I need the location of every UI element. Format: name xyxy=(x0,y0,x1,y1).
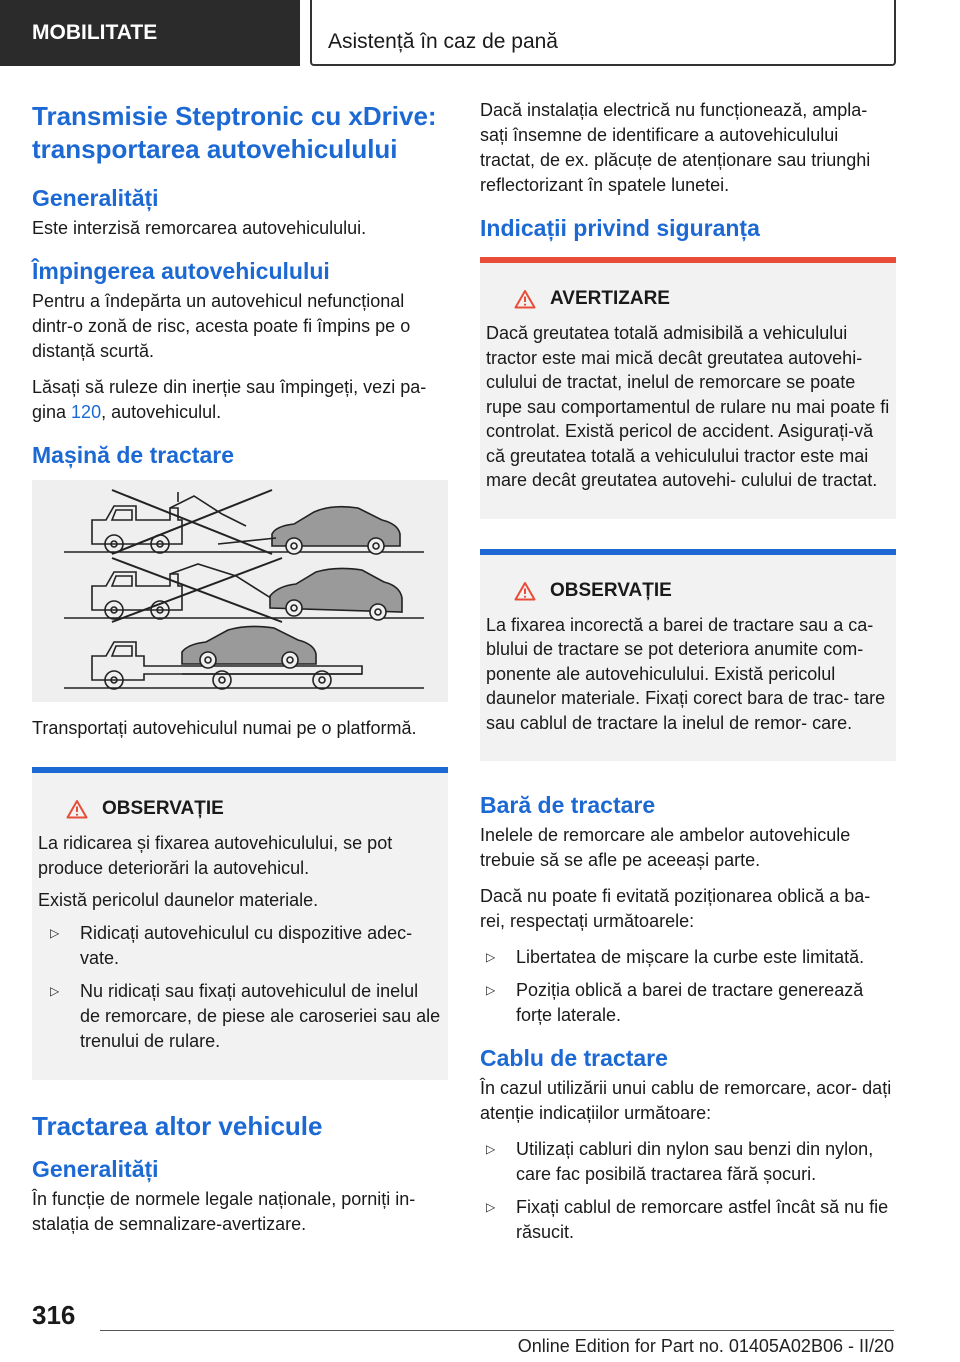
warning-triangle-icon xyxy=(66,799,88,819)
notice-paragraph: La fixarea incorectă a barei de tractare sau a ca‐ blului de tractare se pot deteriora anumite com‐ ponente ale autovehiculului. Există pericolul daunelor materiale. Fixați corect bara de trac‐ tare sau cablul de tractare la inelul de remor‐ care. xyxy=(486,614,886,733)
paragraph-electrical-failure: Dacă instalația electrică nu funcționează, ampla‐ sați însemne de identificare a autovehiculului tractat, de ex. plăcuțe de atenționare sau triunghi reflectorizant în spatele lunetei. xyxy=(480,100,871,195)
triangle-right-icon: ▷ xyxy=(486,1200,496,1214)
triangle-right-icon: ▷ xyxy=(50,925,60,940)
list-item-text: Utilizați cabluri din nylon sau benzi din nylon, care fac posibilă tractarea fără șocuri. xyxy=(516,1139,874,1184)
subheading-tow-truck: Mașină de tractare xyxy=(32,442,234,468)
section-tow-bar xyxy=(480,791,896,1028)
list-item-text: Libertatea de mișcare la curbe este limitată. xyxy=(516,947,865,967)
list-item-text: Fixați cablul de remorcare astfel încât să nu fie răsucit. xyxy=(516,1197,889,1242)
notice-paragraph-2: Există pericolul daunelor materiale. xyxy=(38,890,319,910)
triangle-right-icon: ▷ xyxy=(486,950,496,964)
subheading-tow-cable: Cablu de tractare xyxy=(480,1045,668,1071)
notice-title-text: OBSERVAȚIE xyxy=(102,798,224,819)
list-item-text: Poziția oblică a barei de tractare generează forțe laterale. xyxy=(516,980,864,1025)
footer-edition: Online Edition for Part no. 01405A02B06 - II/20 xyxy=(517,1336,894,1356)
header-chapter-tab: Asistență în caz de pană xyxy=(310,0,896,66)
subheading-tow-bar: Bară de tractare xyxy=(480,792,656,818)
subheading-safety: Indicații privind siguranța xyxy=(480,215,760,241)
paragraph-tow-bar-1: Inelele de remorcare ale ambelor autovehicule trebuie să se afle pe aceeași parte. xyxy=(480,825,851,870)
notice-paragraph-1: La ridicarea și fixarea autovehiculului, se pot produce deteriorări la autovehicul. xyxy=(38,833,393,878)
tow-truck-illustration xyxy=(32,480,448,702)
figure-caption: Transportați autovehiculul numai pe o platformă. xyxy=(32,718,417,738)
triangle-right-icon: ▷ xyxy=(486,983,496,997)
left-column xyxy=(32,100,448,1248)
footer-divider xyxy=(100,1330,894,1331)
section-general xyxy=(32,184,448,241)
notice-title-text: OBSERVAȚIE xyxy=(550,579,672,601)
tow-bar-list xyxy=(480,945,896,1028)
tow-cable-list xyxy=(480,1137,896,1245)
car-on-flatbed xyxy=(182,626,316,668)
tow-methods-diagram xyxy=(32,480,448,702)
triangle-right-icon: ▷ xyxy=(50,983,60,998)
text-fragment: , autovehiculul. xyxy=(101,402,222,422)
warning-paragraph: Dacă greutatea totală admisibilă a vehiculului tractor este mai mică decât greutatea autovehi‐ culului de tractat, inelul de remorcare se poate rupe sau comportamentul de rulare nu mai poate fi controlat. Există pericol de accident. Asigurați-vă că greutatea totală a vehiculului tractor este mai mare decât greutatea autovehi‐ culului de tractat. xyxy=(486,323,890,490)
car-row2 xyxy=(270,568,402,620)
list-item-text: Ridicați autovehiculul cu dispozitive adec‐ vate. xyxy=(80,922,413,968)
right-column xyxy=(480,98,896,1261)
warning-triangle-icon xyxy=(514,289,536,309)
paragraph-pushing-2 xyxy=(32,375,448,425)
list-item xyxy=(38,979,442,1054)
section-pushing xyxy=(32,257,448,425)
paragraph-tow-bar-2: Dacă nu poate fi evitată poziționarea oblică a ba‐ rei, respectați următoarele: xyxy=(480,886,871,931)
list-item xyxy=(38,921,442,971)
list-item xyxy=(480,1137,896,1187)
cross-mark-row1 xyxy=(112,490,272,554)
header-section-tab: MOBILITATE xyxy=(0,0,300,66)
warning-title-text: AVERTIZARE xyxy=(550,288,670,309)
car-row1 xyxy=(272,507,400,554)
warning-triangle-icon xyxy=(514,581,536,601)
section-tow-cable xyxy=(480,1044,896,1245)
subheading-general: Generalități xyxy=(32,185,159,211)
paragraph-pushing-1: Pentru a îndepărta un autovehicul nefuncțional dintr-o zonă de risc, acesta poate fi împins pe o distanță scurtă. xyxy=(32,291,411,361)
heading-transport-xdrive: Transmisie Steptronic cu xDrive: transportarea autovehiculului xyxy=(32,101,437,164)
list-item xyxy=(480,945,896,970)
subheading-general-2: Generalități xyxy=(32,1155,159,1182)
warning-box-weight xyxy=(480,257,896,519)
cross-mark-row2 xyxy=(112,558,282,622)
notice-list xyxy=(38,921,442,1054)
paragraph-tow-cable: În cazul utilizării unui cablu de remorcare, acor‐ dați atenție indicațiilor următoare: xyxy=(480,1078,892,1123)
list-item xyxy=(480,1195,896,1245)
page-reference-link[interactable]: 120 xyxy=(71,402,102,422)
subheading-pushing: Împingerea autovehiculului xyxy=(32,258,330,284)
notice-box-lifting xyxy=(32,767,448,1080)
heading-towing-other-vehicles: Tractarea altor vehicule xyxy=(32,1110,323,1141)
triangle-right-icon: ▷ xyxy=(486,1142,496,1156)
page-number: 316 xyxy=(32,1300,76,1330)
notice-title xyxy=(514,579,890,603)
warning-title xyxy=(514,287,890,311)
text-fragment: Lăsați să ruleze din inerție sau împingeți, vezi pa‐ gina xyxy=(32,377,427,422)
notice-box-towbar xyxy=(480,549,896,762)
list-item-text: Nu ridicați sau fixați autovehiculul de inelul de remorcare, de piese ale caroseriei sau ale trenului de rulare. xyxy=(80,980,441,1051)
notice-title xyxy=(66,797,442,821)
paragraph-towing-forbidden: Este interzisă remorcarea autovehiculului. xyxy=(32,218,367,238)
list-item xyxy=(480,978,896,1028)
paragraph-hazard-lights: În funcție de normele legale naționale, porniți in‐ stalația de semnalizare-avertizare. xyxy=(32,1188,416,1234)
